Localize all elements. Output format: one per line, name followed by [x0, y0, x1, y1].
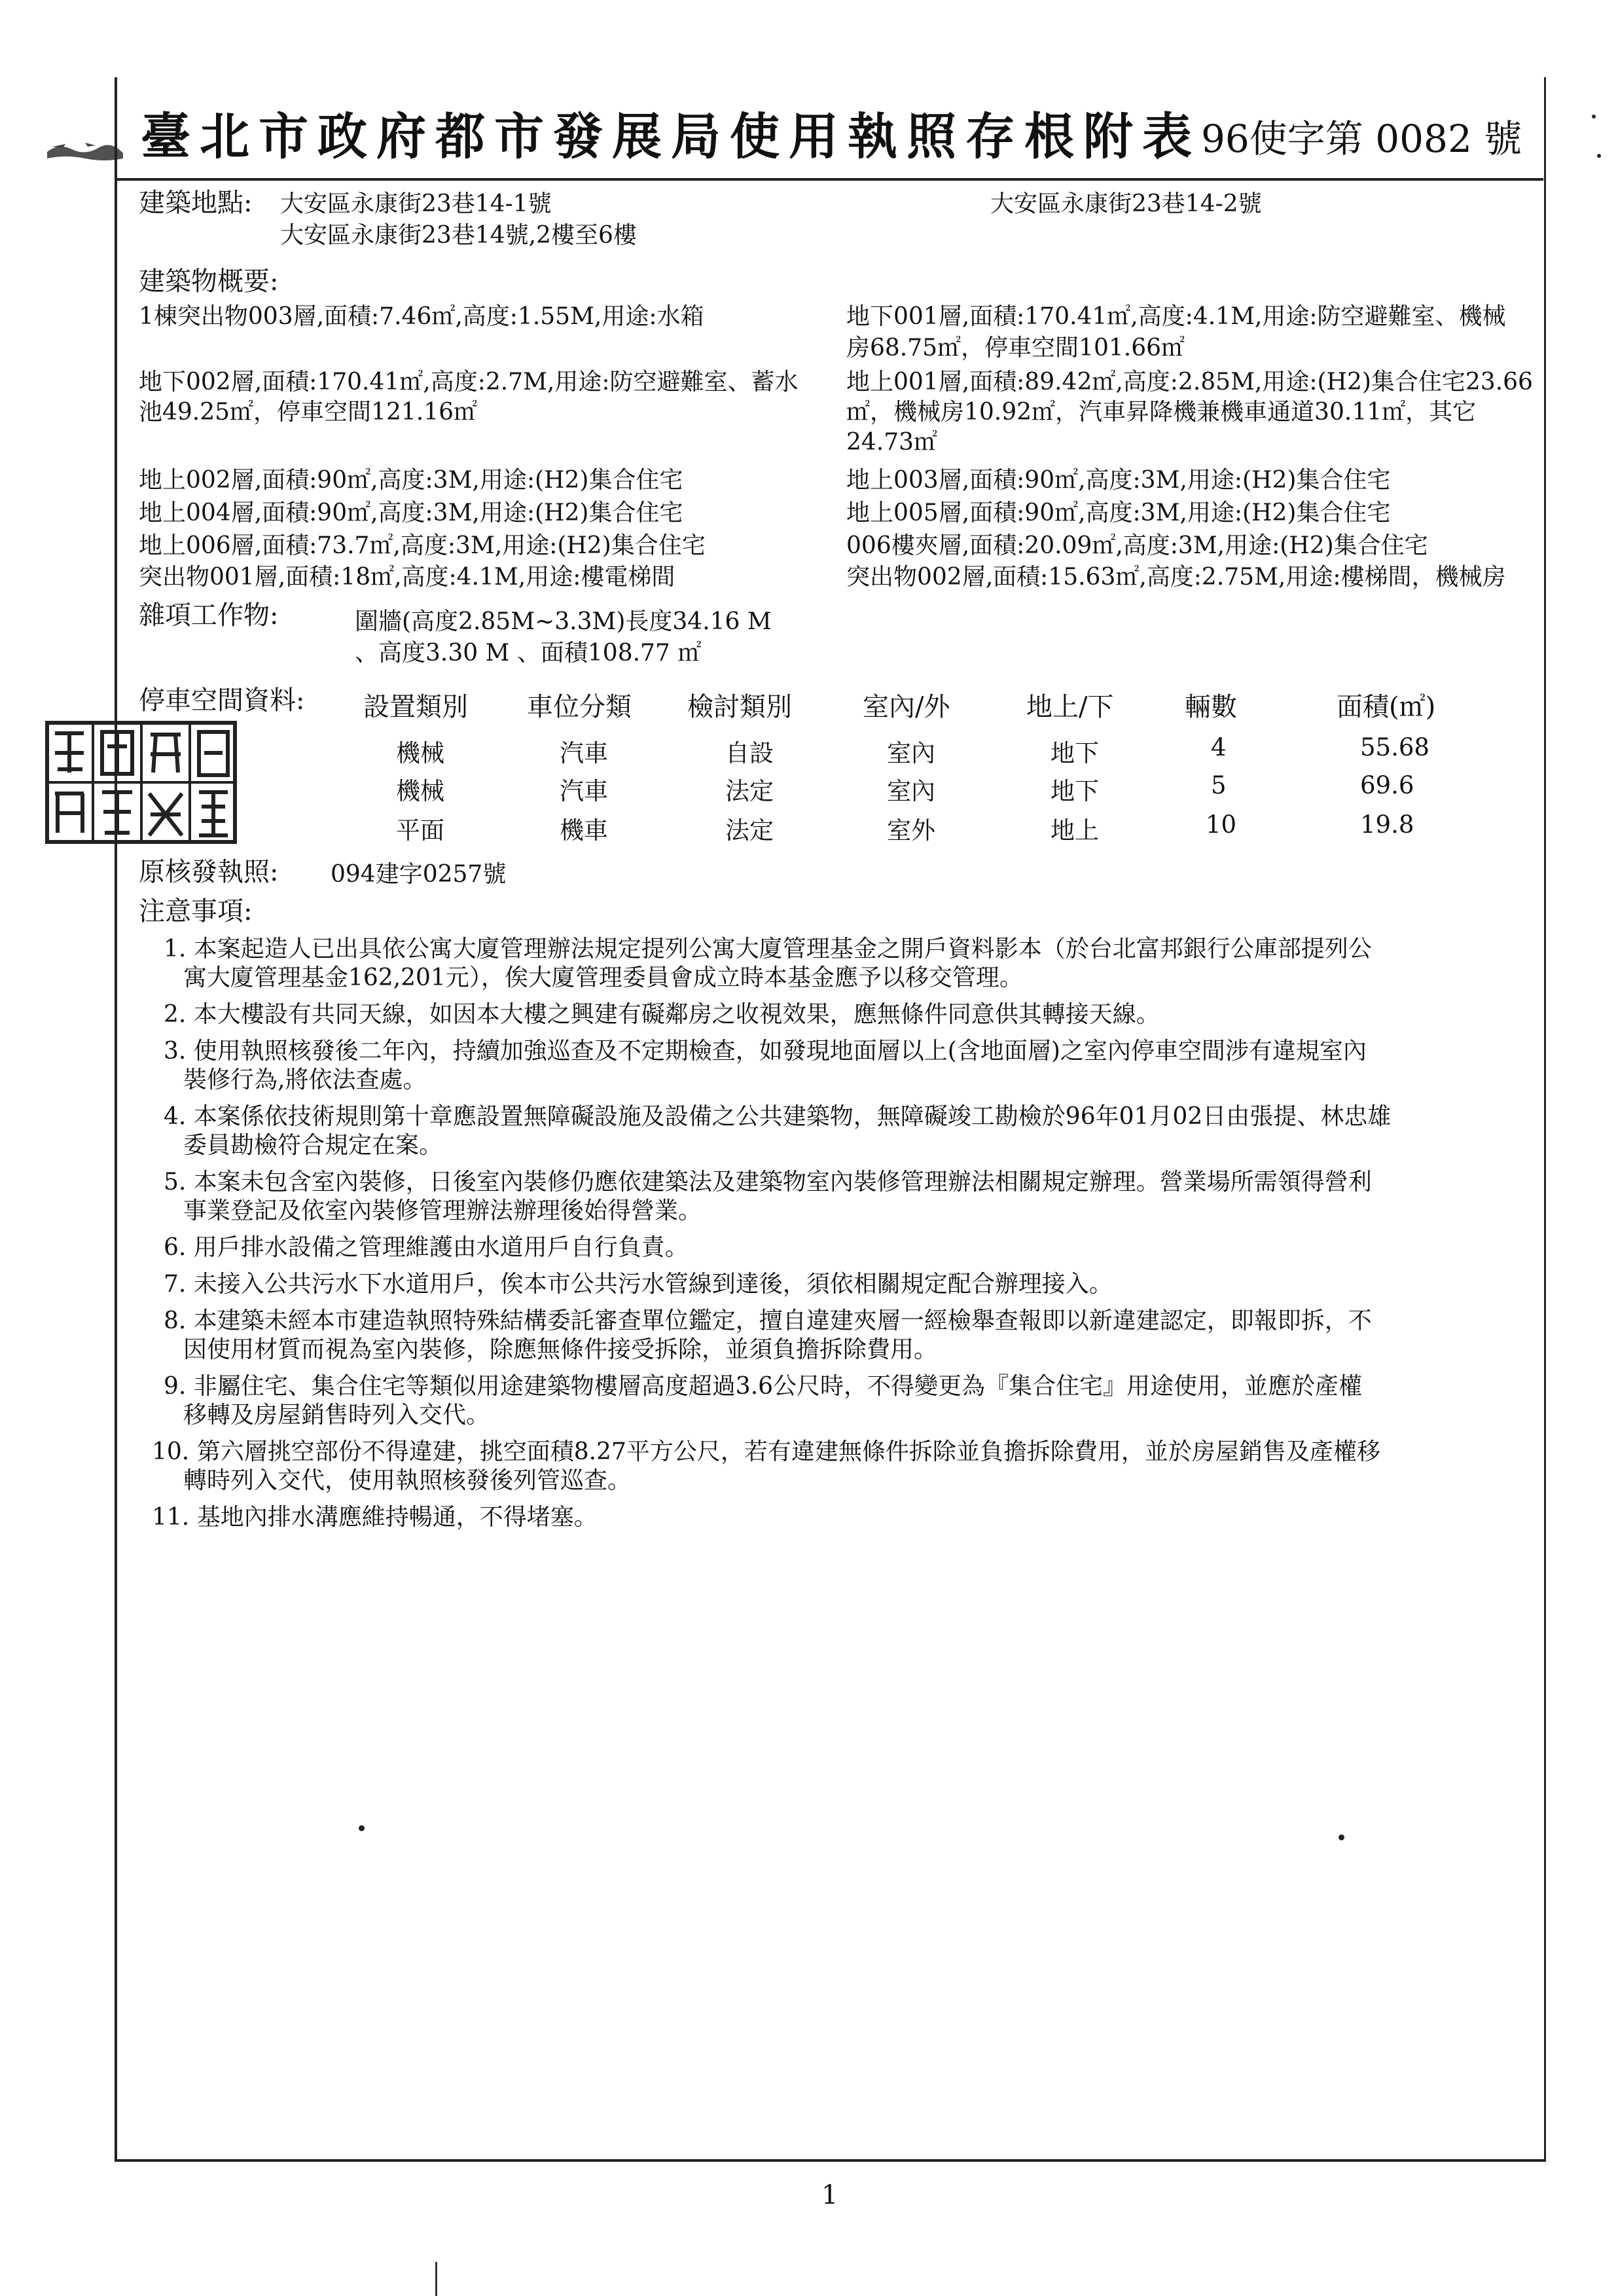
original-permit-label: 原核發執照:: [139, 857, 279, 887]
summary-right-line: ㎡，機械房10.92㎡，汽車昇降機兼機車通道30.11㎡，其它: [846, 399, 1477, 426]
parking-cell: 汽車: [560, 739, 608, 767]
summary-right-line: 突出物002層,面積:15.63㎡,高度:2.75M,用途:樓梯間，機械房: [846, 564, 1506, 591]
summary-right-line: 房68.75㎡，停車空間101.66㎡: [846, 335, 1185, 361]
note-line: 委員勘檢符合規定在案。: [183, 1132, 443, 1159]
scan-speck: [1597, 154, 1601, 158]
misc-label: 雜項工作物:: [139, 600, 279, 630]
page-number: 1: [821, 2180, 838, 2210]
summary-right-line: 006樓夾層,面積:20.09㎡,高度:3M,用途:(H2)集合住宅: [846, 532, 1428, 559]
scan-line: [435, 2262, 437, 2296]
parking-cell: 法定: [725, 816, 774, 845]
parking-cell: 10: [1206, 811, 1237, 839]
summary-left-line: 地下002層,面積:170.41㎡,高度:2.7M,用途:防空避難室、蓄水: [139, 369, 799, 395]
parking-cell: 法定: [725, 777, 774, 805]
parking-cell: 4: [1211, 733, 1227, 761]
note-line: 8. 本建築未經本市建造執照特殊結構委託審查單位鑑定，擅自違建夾層一經檢舉查報即以新違建認定，即報即拆，不: [164, 1307, 1372, 1334]
parking-label: 停車空間資料:: [139, 685, 305, 716]
summary-left-line: 地上004層,面積:90㎡,高度:3M,用途:(H2)集合住宅: [139, 500, 683, 526]
parking-cell: 19.8: [1360, 811, 1414, 839]
parking-header: 室內/外: [863, 692, 950, 722]
note-line: 移轉及房屋銷售時列入交代。: [183, 1402, 490, 1429]
original-permit-value: 094建字0257號: [331, 861, 507, 888]
parking-cell: 機械: [396, 739, 444, 767]
parking-cell: 室內: [887, 739, 935, 767]
scan-smudge: [46, 139, 124, 164]
scan-speck: [359, 1825, 365, 1831]
parking-header: 設置類別: [363, 692, 468, 722]
summary-left-line: 地上006層,面積:73.7㎡,高度:3M,用途:(H2)集合住宅: [139, 532, 706, 559]
page-title: 臺北市政府都市發展局使用執照存根附表: [141, 107, 1201, 166]
summary-right-line: 地上003層,面積:90㎡,高度:3M,用途:(H2)集合住宅: [846, 467, 1391, 494]
permit-number: 96使字第 0082 號: [1201, 117, 1522, 161]
note-line: 11. 基地內排水溝應維持暢通，不得堵塞。: [152, 1504, 598, 1531]
note-line: 裝修行為,將依法查處。: [183, 1066, 427, 1093]
parking-header: 車位分類: [527, 692, 632, 722]
note-line: 10. 第六層挑空部份不得違建，挑空面積8.27平方公尺，若有違建無條件拆除並負擔拆除費用，並於房屋銷售及產權移: [152, 1438, 1380, 1465]
parking-cell: 5: [1211, 771, 1227, 799]
parking-cell: 汽車: [560, 777, 608, 805]
summary-right-line: 地下001層,面積:170.41㎡,高度:4.1M,用途:防空避難室、機械: [846, 303, 1506, 330]
misc-line-1: 圍牆(高度2.85M~3.3M)長度34.16 M: [355, 608, 772, 635]
summary-label: 建築物概要:: [139, 266, 279, 297]
note-line: 寓大廈管理基金162,201元），俟大廈管理委員會成立時本基金應予以移交管理。: [183, 964, 1023, 991]
summary-left-line: 地上002層,面積:90㎡,高度:3M,用途:(H2)集合住宅: [139, 467, 683, 494]
summary-right-line: 地上001層,面積:89.42㎡,高度:2.85M,用途:(H2)集合住宅23.66: [846, 369, 1533, 395]
summary-right-line: 地上005層,面積:90㎡,高度:3M,用途:(H2)集合住宅: [846, 500, 1391, 526]
note-line: 5. 本案未包含室內裝修，日後室內裝修仍應依建築法及建築物室內裝修管理辦法相關規定辦理。營業場所需領得營利: [164, 1169, 1372, 1195]
parking-cell: 機車: [560, 816, 608, 845]
note-line: 1. 本案起造人已出具依公寓大廈管理辦法規定提列公寓大廈管理基金之開戶資料影本（於台北富邦銀行公庫部提列公: [164, 936, 1372, 962]
parking-cell: 自設: [725, 739, 774, 767]
note-line: 6. 用戶排水設備之管理維護由水道用戶自行負責。: [164, 1234, 689, 1261]
summary-left-line: 池49.25㎡，停車空間121.16㎡: [139, 399, 478, 426]
site-address-3: 大安區永康街23巷14-2號: [990, 191, 1262, 217]
parking-header: 檢討類別: [687, 692, 792, 722]
note-line: 7. 未接入公共污水下水道用戶，俟本市公共污水管線到達後，須依相關規定配合辦理接入。: [164, 1271, 1113, 1298]
parking-header: 輛數: [1185, 692, 1237, 722]
parking-header: 地上/下: [1026, 692, 1114, 722]
note-line: 轉時列入交代，使用執照核發後列管巡查。: [183, 1467, 632, 1494]
parking-cell: 地上: [1051, 816, 1099, 845]
site-address-1: 大安區永康街23巷14-1號: [280, 191, 552, 217]
parking-cell: 機械: [396, 777, 444, 805]
scan-speck: [1592, 115, 1596, 118]
summary-left-line: 突出物001層,面積:18㎡,高度:4.1M,用途:樓電梯間: [139, 564, 675, 591]
note-line: 因使用材質而視為室內裝修，除應無條件接受拆除，並須負擔拆除費用。: [183, 1336, 938, 1363]
summary-right-line: 24.73㎡: [846, 429, 938, 456]
site-address-2: 大安區永康街23巷14號,2樓至6樓: [280, 222, 637, 249]
scan-speck: [1339, 1834, 1344, 1840]
notes-label: 注意事項:: [139, 896, 253, 926]
parking-cell: 平面: [396, 816, 444, 845]
title-rule: [115, 178, 1543, 181]
note-line: 4. 本案係依技術規則第十章應設置無障礙設施及設備之公共建築物，無障礙竣工勘檢於96年01月02日由張提、林忠雄: [164, 1103, 1392, 1130]
parking-cell: 55.68: [1360, 733, 1429, 761]
note-line: 事業登記及依室內裝修管理辦法辦理後始得營業。: [183, 1197, 702, 1224]
summary-left-line: 1棟突出物003層,面積:7.46㎡,高度:1.55M,用途:水箱: [139, 303, 704, 330]
note-line: 3. 使用執照核發後二年內，持續加強巡查及不定期檢查，如發現地面層以上(含地面層)之室內停車空間涉有違規室內: [164, 1038, 1367, 1065]
parking-cell: 室外: [887, 816, 935, 845]
misc-line-2: 、高度3.30 M 、面積108.77 ㎡: [355, 640, 702, 666]
parking-cell: 地下: [1051, 777, 1099, 805]
official-stamp: [45, 720, 238, 845]
site-label: 建築地點:: [139, 188, 253, 218]
note-line: 2. 本大樓設有共同天線，如因本大樓之興建有礙鄰房之收視效果，應無條件同意供其轉接天線。: [164, 1001, 1160, 1028]
parking-cell: 地下: [1051, 739, 1099, 767]
parking-cell: 室內: [887, 777, 935, 805]
parking-cell: 69.6: [1360, 771, 1414, 799]
parking-header: 面積(㎡): [1337, 692, 1436, 722]
note-line: 9. 非屬住宅、集合住宅等類似用途建築物樓層高度超過3.6公尺時，不得變更為『集合住宅』用途使用，並應於產權: [164, 1373, 1363, 1400]
